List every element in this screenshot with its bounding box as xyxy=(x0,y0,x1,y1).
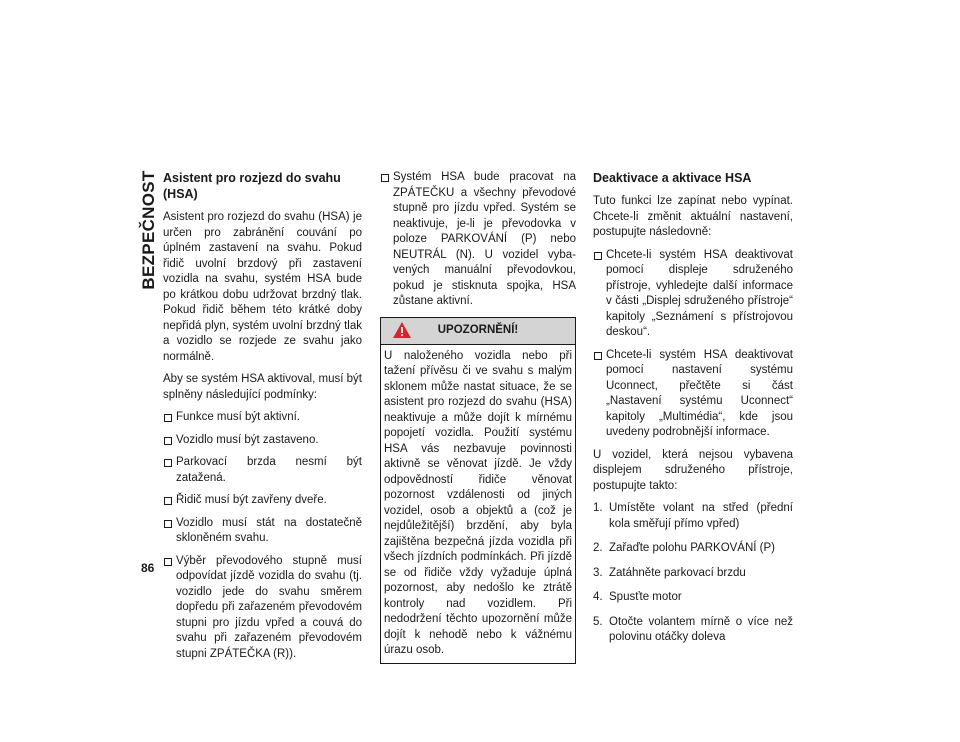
warning-title: UPOZORNĚNÍ! xyxy=(437,323,519,336)
list-item: Chcete-li systém HSA deaktivovat pomocí nastavení systému Uconnect, přečtěte si část „Nastavení systému Uconnect“ kapitoly „Multimédia“, kde jsou uvedeny podrobnější informace. xyxy=(593,348,793,441)
step-text: Otočte volantem mírně o více než polovinu otáčky doleva xyxy=(609,615,793,643)
list-item xyxy=(593,501,793,532)
hsa-intro-paragraph: Asistent pro rozjezd do svahu (HSA) je určen pro zabránění couvání po úplném zastavení na svahu. Pokud řidič uvolní brzdový při zastavení vozidla na svahu, systém HSA bude po krátkou dobu udržovat brzdný tlak. Pokud řidič během této krátké doby nepřidá plyn, systém uvolní brzdný tlak a vozidlo se rozjede ze svahu jako normálně. xyxy=(163,211,362,363)
column-middle xyxy=(380,170,576,664)
list-item xyxy=(593,615,793,646)
list-item: Vozidlo musí být zastaveno. xyxy=(163,433,362,449)
steps-list xyxy=(593,501,793,646)
hsa-gear-list xyxy=(380,170,576,310)
warning-text: U naloženého vozidla nebo při tažení přívěsu či ve svahu s malým sklonem může nastat situace, že se asistent pro rozjezd do svahu (HSA) neaktivuje a může dojít k mírnému popojetí vozidla. Použití systému HSA vás nezbavuje povinnosti aktivně se věnovat jízdě. Je vždy odpovědností řidiče věnovat pozornost vzdálenosti od jiných vozidel, osob a objektů a (což je nejdůležitější) brzdění, aby byla zajištěna bezpečná jízda vozidla při všech jízdních podmínkách. Při jízdě se od řidiče vždy vyžaduje úplná pozornost, aby nedošlo ke ztrátě kontroly nad vozidlem. Při nedodržení těchto upozornění může dojít k nehodě nebo k vážnému úrazu osob. xyxy=(384,349,572,656)
deactivation-options-list xyxy=(593,248,793,441)
section-tab xyxy=(137,167,161,292)
hsa-conditions-intro: Aby se systém HSA aktivoval, musí být splněny následující podmínky: xyxy=(163,373,362,401)
list-item: Chcete-li systém HSA deaktivovat pomocí displeje sdruženého přístroje, vyhledejte další informace v části „Displej sdruženého přístroje“ kapitoly „Seznámení s přístrojovou deskou“. xyxy=(593,248,793,341)
list-item: Systém HSA bude pracovat na ZPÁTEČKU a všechny převodové stupně pro jízdu vpřed. Systém se neaktivuje, je-li je převodovka v poloze PARKOVÁNÍ (P) nebo NEUTRÁL (N). U vozidel vybavených manuální převodovkou, pokud je stisknuta spojka, HSA zůstane aktivní. xyxy=(380,170,576,310)
column-right xyxy=(593,170,793,655)
hsa-heading: Asistent pro rozjezd do svahu (HSA) xyxy=(163,171,341,201)
deactivation-intro: Tuto funkci lze zapínat nebo vypínat. Chcete-li změnit aktuální nastavení, postupujte následovně: xyxy=(593,195,793,238)
step-text: Zatáhněte parkovací brzdu xyxy=(609,566,746,579)
warning-triangle-icon xyxy=(392,321,412,339)
page-number: 86 xyxy=(141,561,155,575)
list-item: Vozidlo musí stát na dostatečně skloněném svahu. xyxy=(163,516,362,547)
step-number: 4. xyxy=(593,591,603,603)
step-text: Spusťte motor xyxy=(609,591,682,603)
list-item xyxy=(593,590,793,606)
column-left xyxy=(163,170,362,669)
list-item: Výběr převodového stupně musí odpovídat jízdě vozidla do svahu (tj. vozidlo jede do svahu směrem dopředu při zařazeném převodovém stupni pro jízdu vpřed a couvá do svahu při zařazeném převodovém stupni ZPÁTEČKA (R)). xyxy=(163,554,362,663)
step-number: 5. xyxy=(593,615,603,628)
warning-header xyxy=(381,318,575,345)
steps-intro: U vozidel, která nejsou vybavena displejem sdruženého přístroje, postupujte takto: xyxy=(593,448,793,492)
list-item: Parkovací brzda nesmí být zatažená. xyxy=(163,455,362,486)
step-text: Zařaďte polohu PARKOVÁNÍ (P) xyxy=(609,542,776,554)
warning-box xyxy=(380,317,576,664)
deactivation-heading: Deaktivace a aktivace HSA xyxy=(593,171,752,185)
step-number: 3. xyxy=(593,566,603,579)
list-item: Funkce musí být aktivní. xyxy=(163,410,362,426)
step-text: Umístěte volant na střed (přední kola směřují přímo vpřed) xyxy=(609,502,793,530)
hsa-conditions-list xyxy=(163,410,362,662)
list-item: Řidič musí být zavřeny dveře. xyxy=(163,493,362,509)
list-item xyxy=(593,541,793,557)
list-item xyxy=(593,566,793,582)
step-number: 2. xyxy=(593,542,603,554)
step-number: 1. xyxy=(593,502,603,514)
section-tab-label: BEZPEČNOST xyxy=(139,169,158,290)
